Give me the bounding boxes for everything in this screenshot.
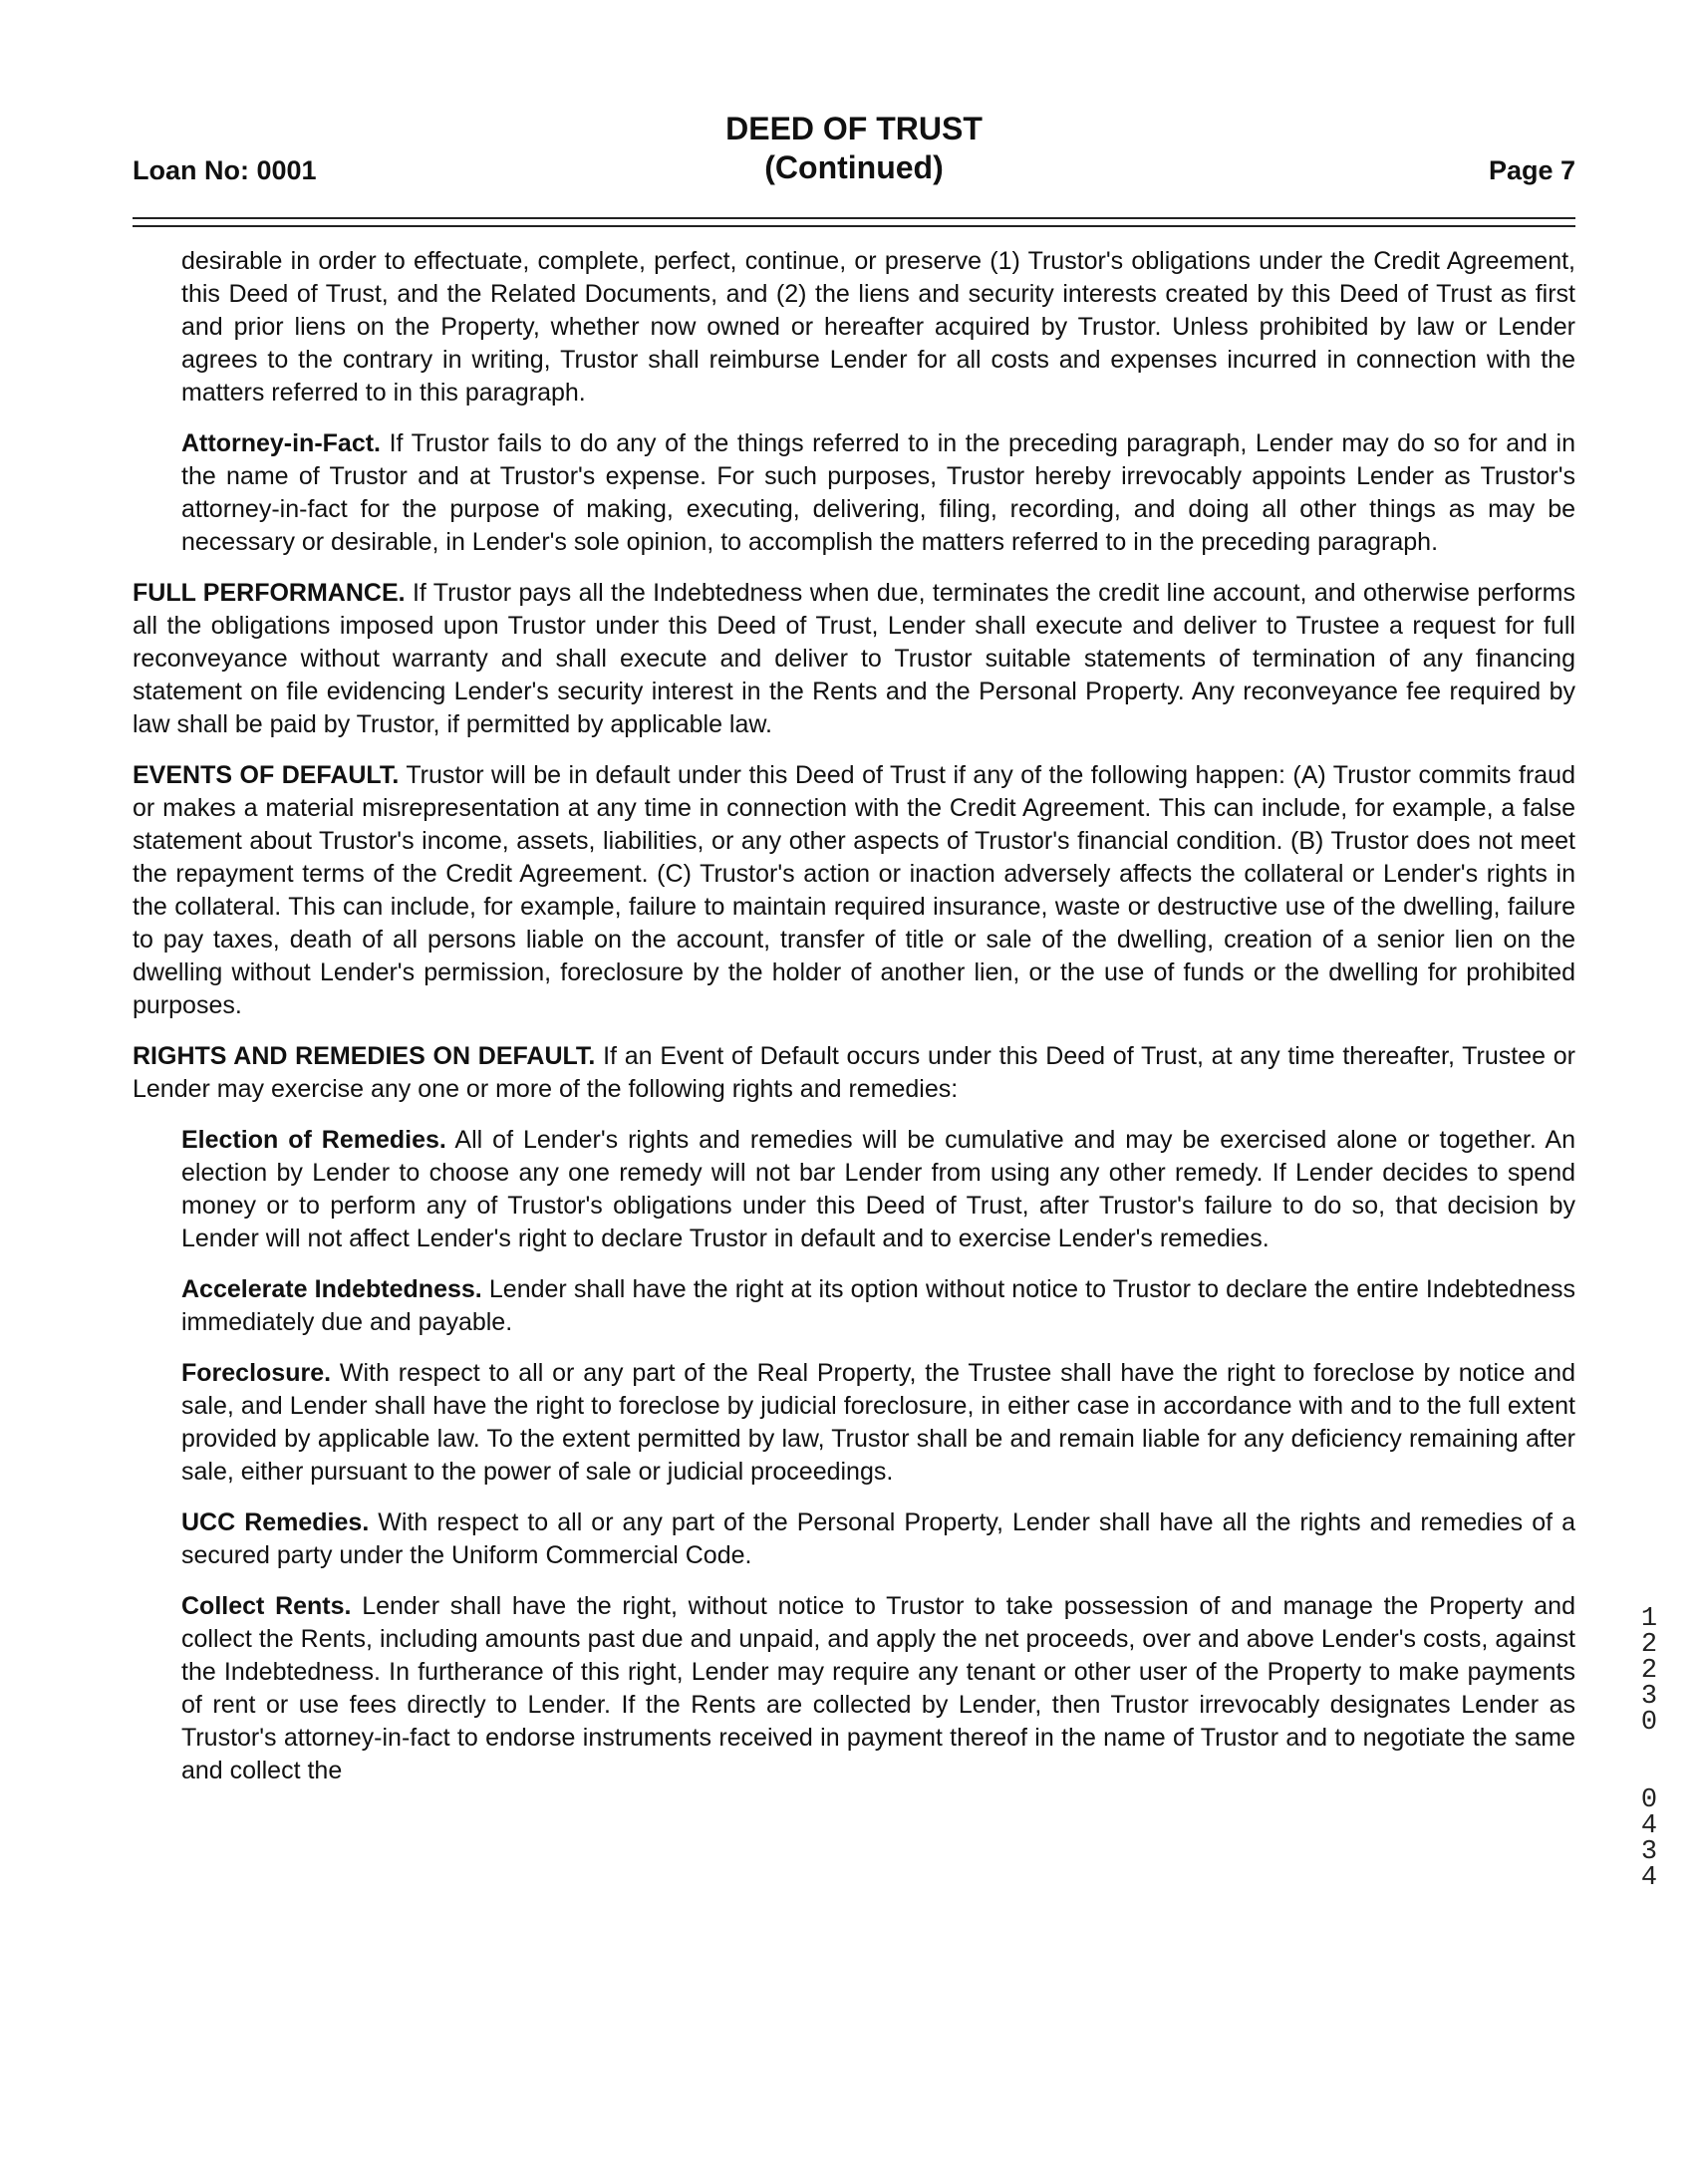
paragraph-text: If Trustor fails to do any of the things referred to in the preceding paragraph, Lender may do so for and in the name of Trustor and at Trustor's expense. For such purposes, Trustor hereby irrevocably appoints Lender as Trustor's attorney-in-fact for the purpose of making, executing, delivering, filing, recording, and doing all other things as may be necessary or desirable, in Lender's sole opinion, to accomplish the matters referred to in the preceding paragraph. xyxy=(181,429,1575,556)
paragraph-text: With respect to all or any part of the Real Property, the Trustee shall have the right to foreclose by notice and sale, and Lender shall have the right to foreclose by judicial foreclosure, in either case in accordance with and to the full extent provided by applicable law. To the extent permitted by law, Trustor shall be and remain liable for any deficiency remaining after sale, either pursuant to the power of sale or judicial proceedings. xyxy=(181,1359,1575,1486)
document-body xyxy=(133,245,1575,1805)
paragraph-text: Lender shall have the right, without notice to Trustor to take possession of and manage the Property and collect the Rents, including amounts past due and unpaid, and apply the net proceeds, over and above Lender's costs, against the Indebtedness. In furtherance of this right, Lender may require any tenant or other user of the Property to make payments of rent or use fees directly to Lender. If the Rents are collected by Lender, then Trustor irrevocably designates Lender as Trustor's attorney-in-fact to endorse instruments received in payment thereof in the name of Trustor and to negotiate the same and collect the xyxy=(181,1592,1575,1784)
paragraph-heading: Collect Rents. xyxy=(181,1592,352,1620)
paragraph-heading: Attorney-in-Fact. xyxy=(181,429,381,457)
loan-number: Loan No: 0001 xyxy=(133,155,317,185)
paragraph-heading: Accelerate Indebtedness. xyxy=(181,1275,482,1303)
paragraph-heading: FULL PERFORMANCE. xyxy=(133,579,406,607)
document-title xyxy=(133,110,1575,187)
paragraph-accelerate-indebtedness xyxy=(181,1273,1575,1339)
paragraph-heading: Election of Remedies. xyxy=(181,1126,446,1154)
header-rule-top xyxy=(133,217,1575,219)
paragraph-foreclosure xyxy=(181,1357,1575,1489)
document-header xyxy=(133,110,1575,189)
paragraph-heading: Foreclosure. xyxy=(181,1359,332,1387)
stamp-part-2: 0434 xyxy=(1640,1785,1658,1893)
paragraph-text: If Trustor pays all the Indebtedness when due, terminates the credit line account, and otherwise performs all the obligations imposed upon Trustor under this Deed of Trust, Lender shall execute and deliver to Trustee a request for full reconveyance without warranty and shall execute and deliver to Trustor suitable statements of termination of any financing statement on file evidencing Lender's security interest in the Rents and the Personal Property. Any reconveyance fee required by law shall be paid by Trustor, if permitted by applicable law. xyxy=(133,579,1575,738)
paragraph-text: Trustor will be in default under this Deed of Trust if any of the following happen: (A) Trustor commits fraud or makes a material misrepresentation at any time in connection with the Credit Agreement. This can include, for example, a false statement about Trustor's income, assets, liabilities, or any other aspects of Trustor's financial condition. (B) Trustor does not meet the repayment terms of the Credit Agreement. (C) Trustor's action or inaction adversely affects the collateral or Lender's rights in the collateral. This can include, for example, failure to maintain required insurance, waste or destructive use of the dwelling, failure to pay taxes, death of all persons liable on the account, transfer of title or sale of the dwelling, creation of a senior lien on the dwelling without Lender's permission, foreclosure by the holder of another lien, or the use of funds or the dwelling for prohibited purposes. xyxy=(133,761,1575,1019)
paragraph-attorney-in-fact xyxy=(181,427,1575,559)
paragraph-text: If an Event of Default occurs under this Deed of Trust, at any time thereafter, Trustee or Lender may exercise any one or more of the following rights and remedies: xyxy=(133,1042,1575,1103)
paragraph-full-performance xyxy=(133,577,1575,741)
paragraph-events-of-default xyxy=(133,759,1575,1022)
header-rule-bottom xyxy=(133,225,1575,227)
paragraph-text: All of Lender's rights and remedies will be cumulative and may be exercised alone or together. An election by Lender to choose any one remedy will not bar Lender from using any other remedy. If Lender decides to spend money or to perform any of Trustor's obligations under this Deed of Trust, after Trustor's failure to do so, that decision by Lender will not affect Lender's right to declare Trustor in default and to exercise Lender's remedies. xyxy=(181,1126,1575,1252)
title-line-2: (Continued) xyxy=(764,149,944,185)
page-number: Page 7 xyxy=(1488,155,1575,185)
paragraph-text: Lender shall have the right at its option without notice to Trustor to declare the entire Indebtedness immediately due and payable. xyxy=(181,1275,1576,1336)
recording-stamp-number xyxy=(1632,1606,1666,1891)
paragraph-ucc-remedies xyxy=(181,1506,1575,1572)
title-line-1: DEED OF TRUST xyxy=(725,111,983,146)
paragraph-text: With respect to all or any part of the Personal Property, Lender shall have all the rights and remedies of a secured party under the Uniform Commercial Code. xyxy=(181,1508,1575,1569)
paragraph-text: desirable in order to effectuate, complete, perfect, continue, or preserve (1) Trustor's obligations under the Credit Agreement, this Deed of Trust, and the Related Documents, and (2) the liens and security interests created by this Deed of Trust as first and prior liens on the Property, whether now owned or hereafter acquired by Trustor. Unless prohibited by law or Lender agrees to the contrary in writing, Trustor shall reimburse Lender for all costs and expenses incurred in connection with the matters referred to in this paragraph. xyxy=(181,247,1575,407)
paragraph-heading: EVENTS OF DEFAULT. xyxy=(133,761,400,789)
paragraph-rights-and-remedies xyxy=(133,1040,1575,1106)
paragraph-continued xyxy=(181,245,1575,410)
paragraph-heading: UCC Remedies. xyxy=(181,1508,370,1536)
paragraph-collect-rents xyxy=(181,1590,1575,1787)
paragraph-heading: RIGHTS AND REMEDIES ON DEFAULT. xyxy=(133,1042,596,1070)
stamp-part-1: 12230 xyxy=(1640,1604,1658,1738)
paragraph-election-of-remedies xyxy=(181,1124,1575,1255)
